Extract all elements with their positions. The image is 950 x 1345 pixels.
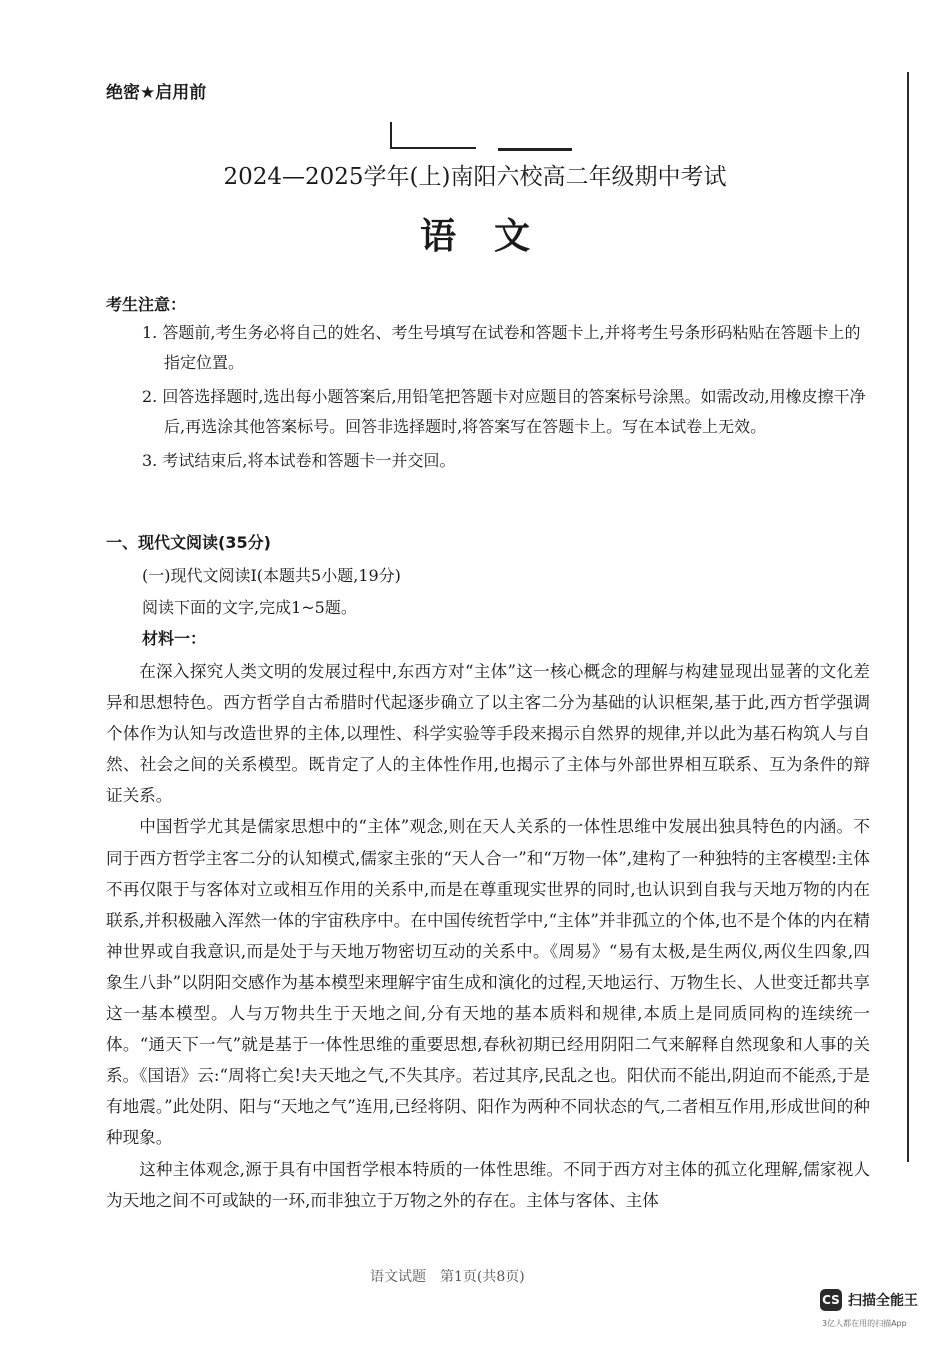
- watermark-name: 扫描全能王: [848, 1293, 918, 1309]
- watermark-tagline: 3亿人都在用的扫描App: [822, 1319, 907, 1328]
- notice-item: 2. 回答选择题时,选出每小题答案后,用铅笔把答题卡对应题目的答案标号涂黑。如需改动,用橡皮擦干净后,再选涂其他答案标号。回答非选择题时,将答案写在答题卡上。写在本试卷上无效。: [142, 387, 866, 436]
- crop-mark: [390, 122, 392, 148]
- passage-paragraph: 在深入探究人类文明的发展过程中,东西方对“主体”这一核心概念的理解与构建显现出显著的文化差异和思想特色。西方哲学自古希腊时代起逐步确立了以主客二分为基础的认识框架,基于此,西方哲学强调个体作为认知与改造世界的主体,以理性、科学实验等手段来揭示自然界的规律,并以此为基石构筑人与自然、社会之间的关系模型。既肯定了人的主体性作用,也揭示了主体与外部世界相互联系、互为条件的辩证关系。: [106, 662, 870, 806]
- notice-heading: 考生注意：: [106, 295, 187, 314]
- camscanner-icon: CS: [820, 1289, 842, 1311]
- page-footer: 语文试题 第1页(共8页): [370, 1269, 525, 1285]
- passage-paragraph: 这种主体观念,源于具有中国哲学根本特质的一体性思维。不同于西方对主体的孤立化理解,儒家视人为天地之间不可或缺的一环,而非独立于万物之外的存在。主体与客体、主体: [106, 1159, 870, 1210]
- subject-title: 语文: [419, 215, 568, 257]
- material-label: 材料一：: [142, 629, 207, 648]
- confidential-label: 绝密★启用前: [106, 83, 207, 103]
- reading-passage: [106, 656, 870, 1216]
- notice-item: 3. 考试结束后,将本试卷和答题卡一并交回。: [142, 451, 456, 470]
- crop-mark: [498, 148, 572, 151]
- reading-instruction: 阅读下面的文字,完成1~5题。: [142, 598, 357, 617]
- passage-paragraph: 中国哲学尤其是儒家思想中的“主体”观念,则在天人关系的一体性思维中发展出独具特色的内涵。不同于西方哲学主客二分的认知模式,儒家主张的“天人合一”和“万物一体”,建构了一种独特的主客模型:主体不再仅限于与客体对立或相互作用的关系中,而是在尊重现实世界的同时,也认识到自我与天地万物的内在联系,并积极融入浑然一体的宇宙秩序中。在中国传统哲学中,“主体”并非孤立的个体,也不是个体的内在精神世界或自我意识,而是处于与天地万物密切互动的关系中。《周易》“易有太极,是生两仪,两仪生四象,四象生八卦”以阴阳交感作为基本模型来理解宇宙生成和演化的过程,天地运行、万物生长、人世变迁都共享这一基本模型。人与万物共生于天地之间,分有天地的基本质料和规律,本质上是同质同构的连续统一体。“通天下一气”就是基于一体性思维的重要思想,春秋初期已经用阴阳二气来解释自然现象和人事的关系。《国语》云:“周将亡矣!夫天地之气,不失其序。若过其序,民乱之也。阳伏而不能出,阴迫而不能烝,于是有地震。”此处阴、阳与“天地之气”连用,已经将阴、阳作为两种不同状态的气,二者相互作用,形成世间的种种现象。: [106, 817, 870, 1148]
- exam-title: 2024—2025学年(上)南阳六校高二年级期中考试: [223, 164, 727, 190]
- notice-item: 1. 答题前,考生务必将自己的姓名、考生号填写在试卷和答题卡上,并将考生号条形码粘贴在答题卡上的指定位置。: [142, 323, 861, 372]
- scanner-watermark: [820, 1289, 918, 1311]
- section-heading: 一、现代文阅读(35分): [106, 533, 271, 552]
- subsection-heading: (一)现代文阅读Ⅰ(本题共5小题,19分): [142, 566, 401, 585]
- crop-mark: [390, 147, 476, 149]
- notice-list: [142, 318, 870, 480]
